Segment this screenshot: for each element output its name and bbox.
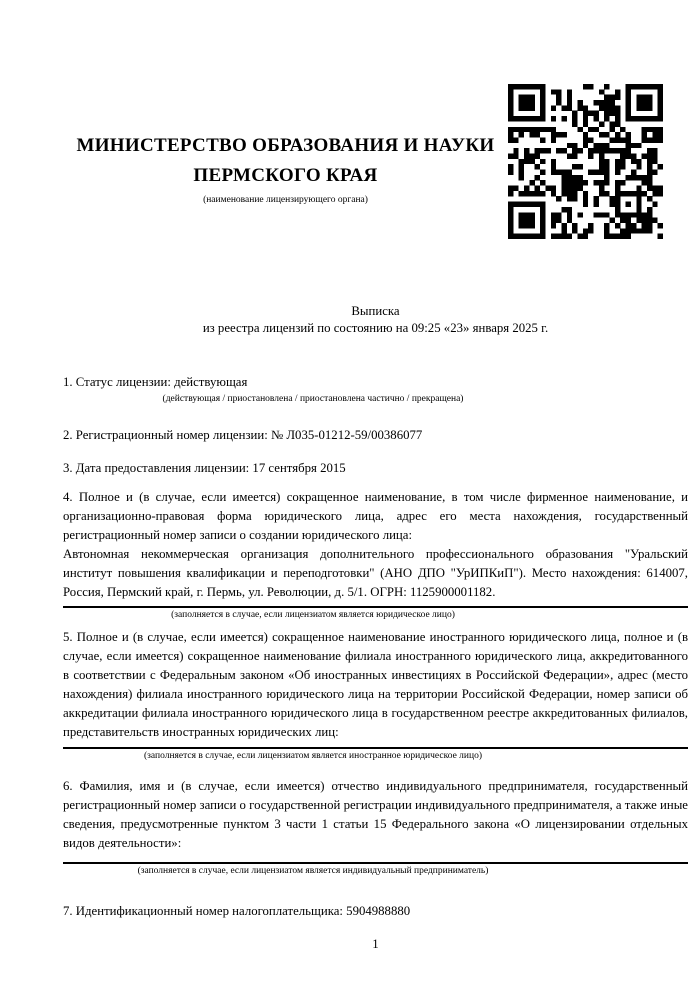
entrepreneur-label: 6. Фамилия, имя и (в случае, если имеется) отчество индивидуального предпринимателя, государственный регистрационный номер записи о государственной регистрации индивидуального предпринимателя, а также иные сведения, предусмотренные пунктом 3 части 1 статьи 15 Федерального закона «О лицензировании отдельных видов деятельности»: (63, 779, 688, 850)
item-foreign-entity (63, 628, 688, 763)
item-license-status (63, 373, 688, 406)
document-heading (63, 303, 688, 337)
entrepreneur-fill-line (63, 862, 688, 864)
legal-entity-fill-line (63, 606, 688, 608)
item-registration-number (63, 426, 688, 445)
foreign-entity-label: 5. Полное и (в случае, если имеется) сокращенное наименование иностранного юридического лица, полное и (в случае, если имеется) сокращенное наименование филиала иностранного юридического лица, аккредитованного в соответствии с Федеральным законом «Об иностранных инвестициях в Российской Федерации», адрес (место нахождения) филиала иностранного юридического лица на территории Российской Федерации, номер записи об аккредитации филиала иностранного юридического лица в государственном реестре аккредитованных филиалов, представительств иностранных юридических лиц: (63, 630, 688, 739)
foreign-entity-note: (заполняется в случае, если лицензиатом является иностранное юридическое лицо) (144, 751, 482, 761)
document-subtitle: из реестра лицензий по состоянию на 09:25 «23» января 2025 г. (202, 321, 549, 335)
legal-entity-note: (заполняется в случае, если лицензиатом является юридическое лицо) (171, 610, 455, 620)
entrepreneur-note: (заполняется в случае, если лицензиатом является индивидуальный предприниматель) (137, 866, 489, 876)
document-header (63, 84, 688, 239)
registration-number-text: 2. Регистрационный номер лицензии: № Л035-01212-59/00386077 (63, 428, 423, 442)
license-date-text: 3. Дата предоставления лицензии: 17 сентября 2015 (63, 461, 346, 475)
page-content (0, 84, 700, 921)
qr-code-icon (508, 84, 663, 239)
item-legal-entity (63, 488, 688, 622)
page-number: 1 (372, 937, 379, 951)
legal-entity-value: Автономная некоммерческая организация дополнительного профессионального образования "Уральский институт повышения квалификации и переподготовки" (АНО ДПО "УрИПКиП"). Место нахождения: 614007, Россия, Пермский край, г. Пермь, ул. Революции, д. 5/1. ОГРН: 1125900001182. (63, 547, 688, 599)
item-taxpayer-number (63, 902, 688, 921)
item-individual-entrepreneur (63, 777, 688, 878)
authority-name-note: (наименование лицензирующего органа) (203, 195, 368, 205)
document-title: Выписка (351, 304, 400, 318)
issuing-authority-block (63, 84, 508, 207)
license-status-text: 1. Статус лицензии: действующая (63, 375, 248, 389)
item-license-date (63, 459, 688, 478)
authority-name-line2: ПЕРМСКОГО КРАЯ (193, 165, 378, 186)
legal-entity-label: 4. Полное и (в случае, если имеется) сокращенное наименование, в том числе фирменное наименование, и организационно-правовая форма юридического лица, адрес его места нахождения, государственный регистрационный номер записи о создании юридического лица: (63, 490, 688, 542)
authority-name-line1: МИНИСТЕРСТВО ОБРАЗОВАНИЯ И НАУКИ (76, 135, 495, 156)
license-status-note: (действующая / приостановлена / приостановлена частично / прекращена) (162, 394, 464, 404)
foreign-entity-fill-line (63, 747, 688, 749)
taxpayer-number-text: 7. Идентификационный номер налогоплательщика: 5904988880 (63, 904, 411, 918)
